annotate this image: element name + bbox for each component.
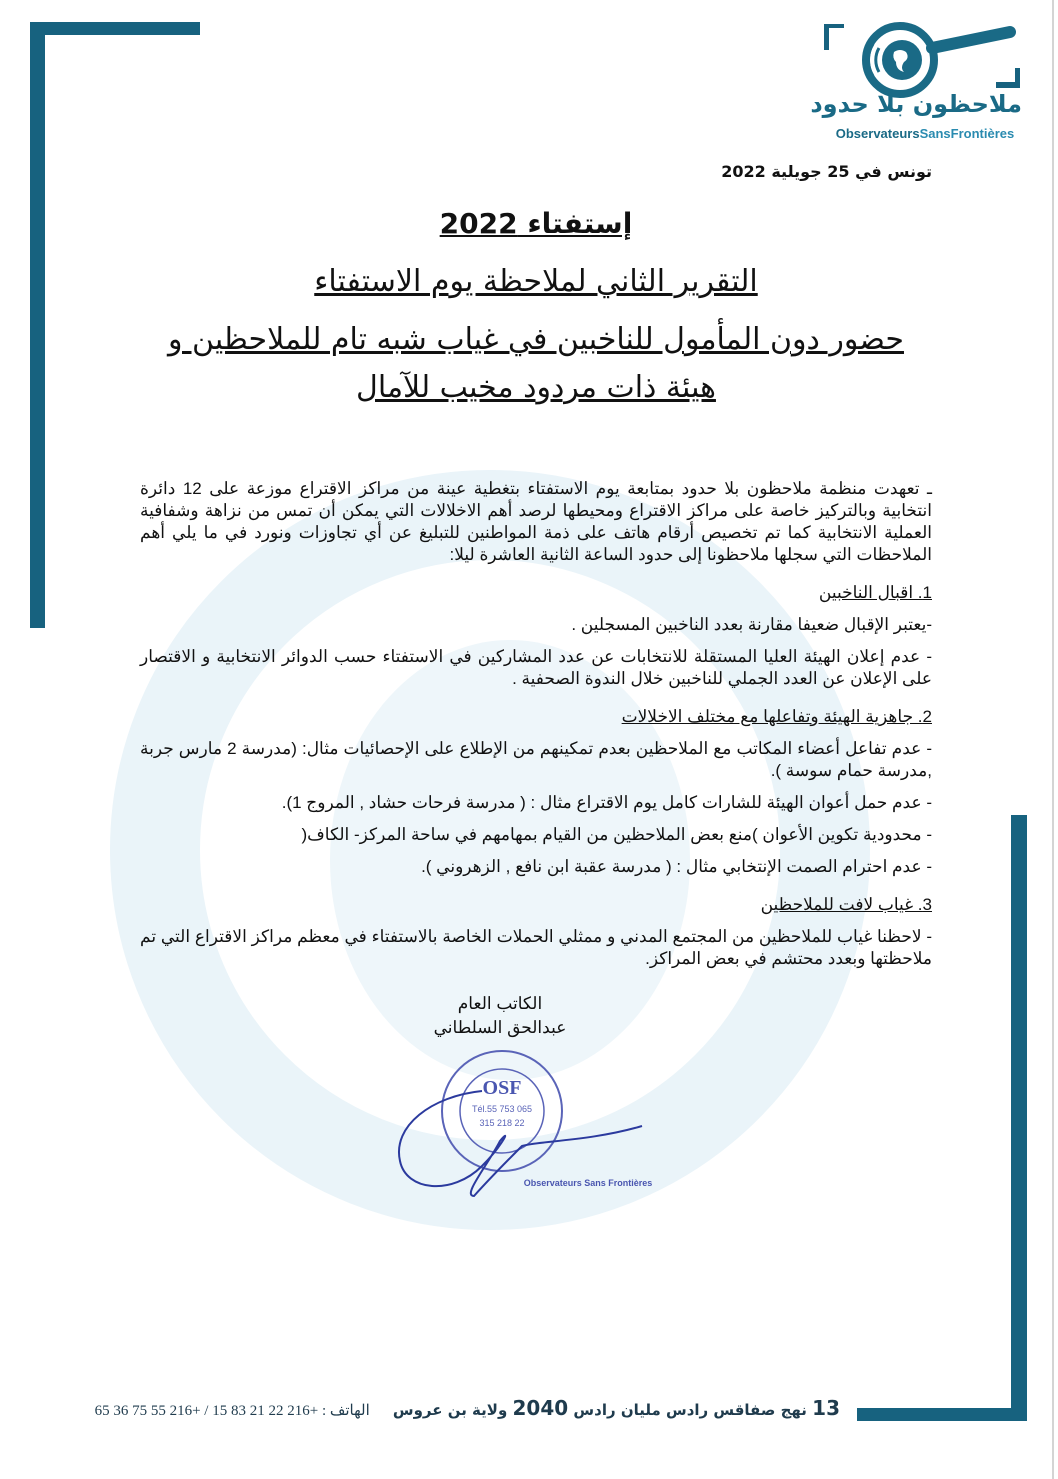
date-line: تونس في 25 جويلية 2022 — [721, 162, 932, 181]
signature-name: عبدالحق السلطاني — [433, 1018, 567, 1037]
section-2-item-2: - عدم حمل أعوان الهيئة للشارات كامل يوم الاقتراع مثال : ( مدرسة فرحات حشاد , المروج 1). — [281, 793, 932, 812]
footer-phones: الهاتف : 65 36 75 55 216+ / 15 83 21 22 216+ — [94, 1403, 370, 1419]
frame-top-left-vertical — [30, 22, 45, 628]
section-1-item-1: -يعتبر الإقبال ضعيفا مقارنة بعدد الناخبين المسجلين . — [571, 615, 932, 634]
document-body — [140, 160, 932, 1206]
title-referendum: إستفتاء 2022 — [439, 207, 633, 240]
section-2-item-1: - عدم تفاعل أعضاء المكاتب مع الملاحظين بعدم تمكينهم من الإطلاع على الإحصائيات مثال: (مدرسة 2 مارس جربة ,مدرسة حمام سوسة ). — [140, 739, 933, 780]
stamp-tel-1: Tél.55 753 065 — [471, 1104, 533, 1114]
footer — [40, 1394, 840, 1425]
footer-address: 13 نهج صفاقس رادس مليان رادس 2040 ولاية بن عروس — [392, 1396, 840, 1420]
section-2-item-4: - عدم احترام الصمت الإنتخابي مثال : ( مدرسة عقبة ابن نافع , الزهروني ). — [421, 857, 932, 876]
frame-bottom-right-vertical — [1011, 815, 1027, 1421]
section-3-item-1: - لاحظنا غياب للملاحظين من المجتمع المدني و ممثلي الحملات الخاصة بالاستفتاء في معظم مراكز الاقتراع التي تم ملاحظتها وبعدد محتشم في بعض المراكز. — [140, 927, 932, 968]
stamp-ring-text: Observateurs Sans Frontières — [523, 1178, 652, 1188]
title-report: التقرير الثاني لملاحظة يوم الاستفتاء — [314, 264, 758, 299]
page-edge — [1052, 0, 1054, 1479]
intro-paragraph: ـ تعهدت منظمة ملاحظون بلا حدود بمتابعة يوم الاستفتاء بتغطية عينة من مراكز الاقتراع موزعة على 12 دائرة انتخابية وبالتركيز خاصة على مراكز الاقتراع ومحيطها لرصد أهم الاخلالات التي يمكن أن تمس من نزاهة وشفافية العملية الانتخابية كما تم تخصيص أرقام هاتف على ذمة المواطنين للتبليغ عن أي تجاوزات ونورد في ما يلي أهم الملاحظات التي سجلها ملاحظونا إلى حدود الساعة الثانية العاشرة ليلا: — [140, 479, 932, 564]
stamp-osf: OSF — [482, 1077, 522, 1099]
signature-role: الكاتب العام — [457, 994, 543, 1013]
frame-bottom-right-horizontal — [857, 1408, 1027, 1421]
section-1-item-2: - عدم إعلان الهيئة العليا المستقلة للانتخابات عن عدد المشاركين في الاستفتاء حسب الدوائر الانتخابية و الاقتصار على الإعلان عن العدد الجملي للناخبين خلال الندوة الصحفية . — [140, 647, 932, 688]
frame-top-left-horizontal — [30, 22, 200, 35]
logo-french-name: ObservateursSansFrontières — [835, 126, 1015, 141]
section-1-heading: 1. اقبال الناخبين — [818, 583, 932, 602]
section-2-heading: 2. جاهزية الهيئة وتفاعلها مع مختلف الاخلالات — [621, 707, 932, 726]
stamp-tel-2: 22 218 315 — [479, 1118, 525, 1128]
section-3-heading: 3. غياب لافت للملاحظين — [760, 895, 932, 914]
section-2-item-3: - محدودية تكوين الأعوان )منع بعض الملاحظين من القيام بمهامهم في ساحة المركز- الكاف( — [301, 825, 932, 844]
logo-arabic-name: ملاحظون بلا حدود — [810, 90, 1022, 118]
official-stamp-and-signature-icon — [392, 1046, 652, 1206]
title-subtitle: حضور دون المأمول للناخبين في غياب شبه تام للملاحظين و هيئة ذات مردود مخيب للآمال — [168, 322, 904, 405]
